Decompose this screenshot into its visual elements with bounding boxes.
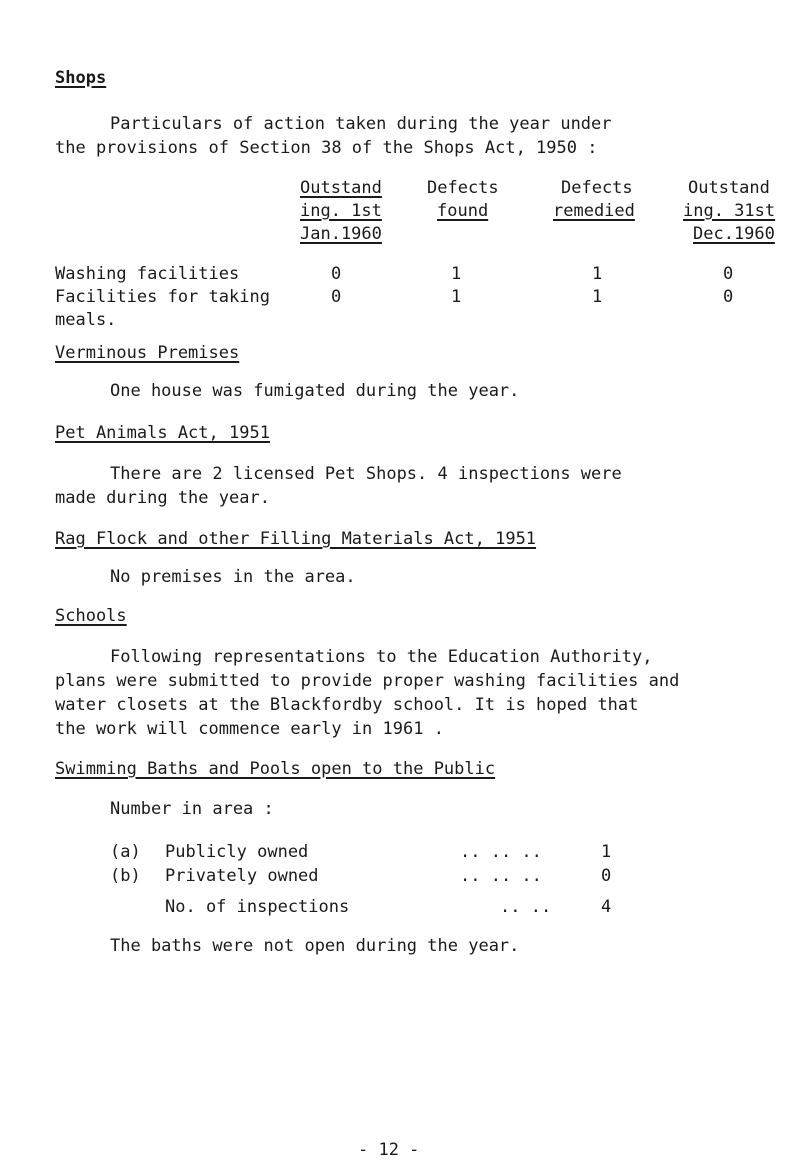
pet-animals-text-line2: made during the year. [55, 488, 270, 508]
item-label: Publicly owned [165, 842, 309, 862]
header-line: Outstand [688, 178, 770, 198]
swimming-number-label: Number in area : [110, 799, 274, 819]
row-value: 1 [451, 287, 462, 307]
header-line: Defects [561, 178, 633, 198]
rag-flock-heading: Rag Flock and other Filling Materials Act, 1951 [55, 529, 537, 549]
header-line: found [437, 201, 489, 221]
inspections-value: 4 [601, 897, 612, 917]
swimming-closing: The baths were not open during the year. [110, 936, 520, 956]
schools-heading: Schools [55, 606, 127, 626]
inspections-label: No. of inspections [165, 897, 350, 917]
header-line: Defects [427, 178, 499, 198]
pet-animals-text-line1: There are 2 licensed Pet Shops. 4 inspections were [110, 464, 622, 484]
item-label: Privately owned [165, 866, 319, 886]
schools-line: Following representations to the Education Authority, [110, 647, 653, 667]
shops-intro-line1: Particulars of action taken during the year under [110, 114, 612, 134]
header-line: ing. 1st [300, 201, 382, 221]
header-line: Outstand [300, 178, 382, 198]
header-line: ing. 31st [683, 201, 776, 221]
page-number: - 12 - [358, 1140, 420, 1160]
item-dots: .. .. .. [460, 842, 542, 862]
header-line: Jan.1960 [300, 224, 382, 244]
inspections-dots: .. .. [500, 897, 552, 917]
rag-flock-text: No premises in the area. [110, 567, 356, 587]
header-line: remedied [553, 201, 635, 221]
verminous-text: One house was fumigated during the year. [110, 381, 520, 401]
item-marker: (b) [110, 866, 141, 886]
row-value: 0 [331, 287, 342, 307]
item-dots: .. .. .. [460, 866, 542, 886]
item-marker: (a) [110, 842, 141, 862]
row-label: Washing facilities [55, 264, 240, 284]
shops-intro-line2: the provisions of Section 38 of the Shops Act, 1950 : [55, 138, 598, 158]
row-label-continued: meals. [55, 310, 117, 330]
row-value: 1 [592, 287, 603, 307]
row-label: Facilities for taking [55, 287, 270, 307]
swimming-heading: Swimming Baths and Pools open to the Public [55, 759, 496, 779]
shops-heading: Shops [55, 68, 107, 88]
verminous-heading: Verminous Premises [55, 343, 240, 363]
item-value: 0 [601, 866, 612, 886]
schools-line: plans were submitted to provide proper washing facilities and [55, 671, 680, 691]
schools-line: water closets at the Blackfordby school. It is hoped that [55, 695, 639, 715]
row-value: 0 [331, 264, 342, 284]
schools-line: the work will commence early in 1961 . [55, 719, 444, 739]
row-value: 0 [723, 264, 734, 284]
pet-animals-heading: Pet Animals Act, 1951 [55, 423, 270, 443]
header-line: Dec.1960 [693, 224, 775, 244]
row-value: 1 [451, 264, 462, 284]
row-value: 0 [723, 287, 734, 307]
row-value: 1 [592, 264, 603, 284]
item-value: 1 [601, 842, 612, 862]
